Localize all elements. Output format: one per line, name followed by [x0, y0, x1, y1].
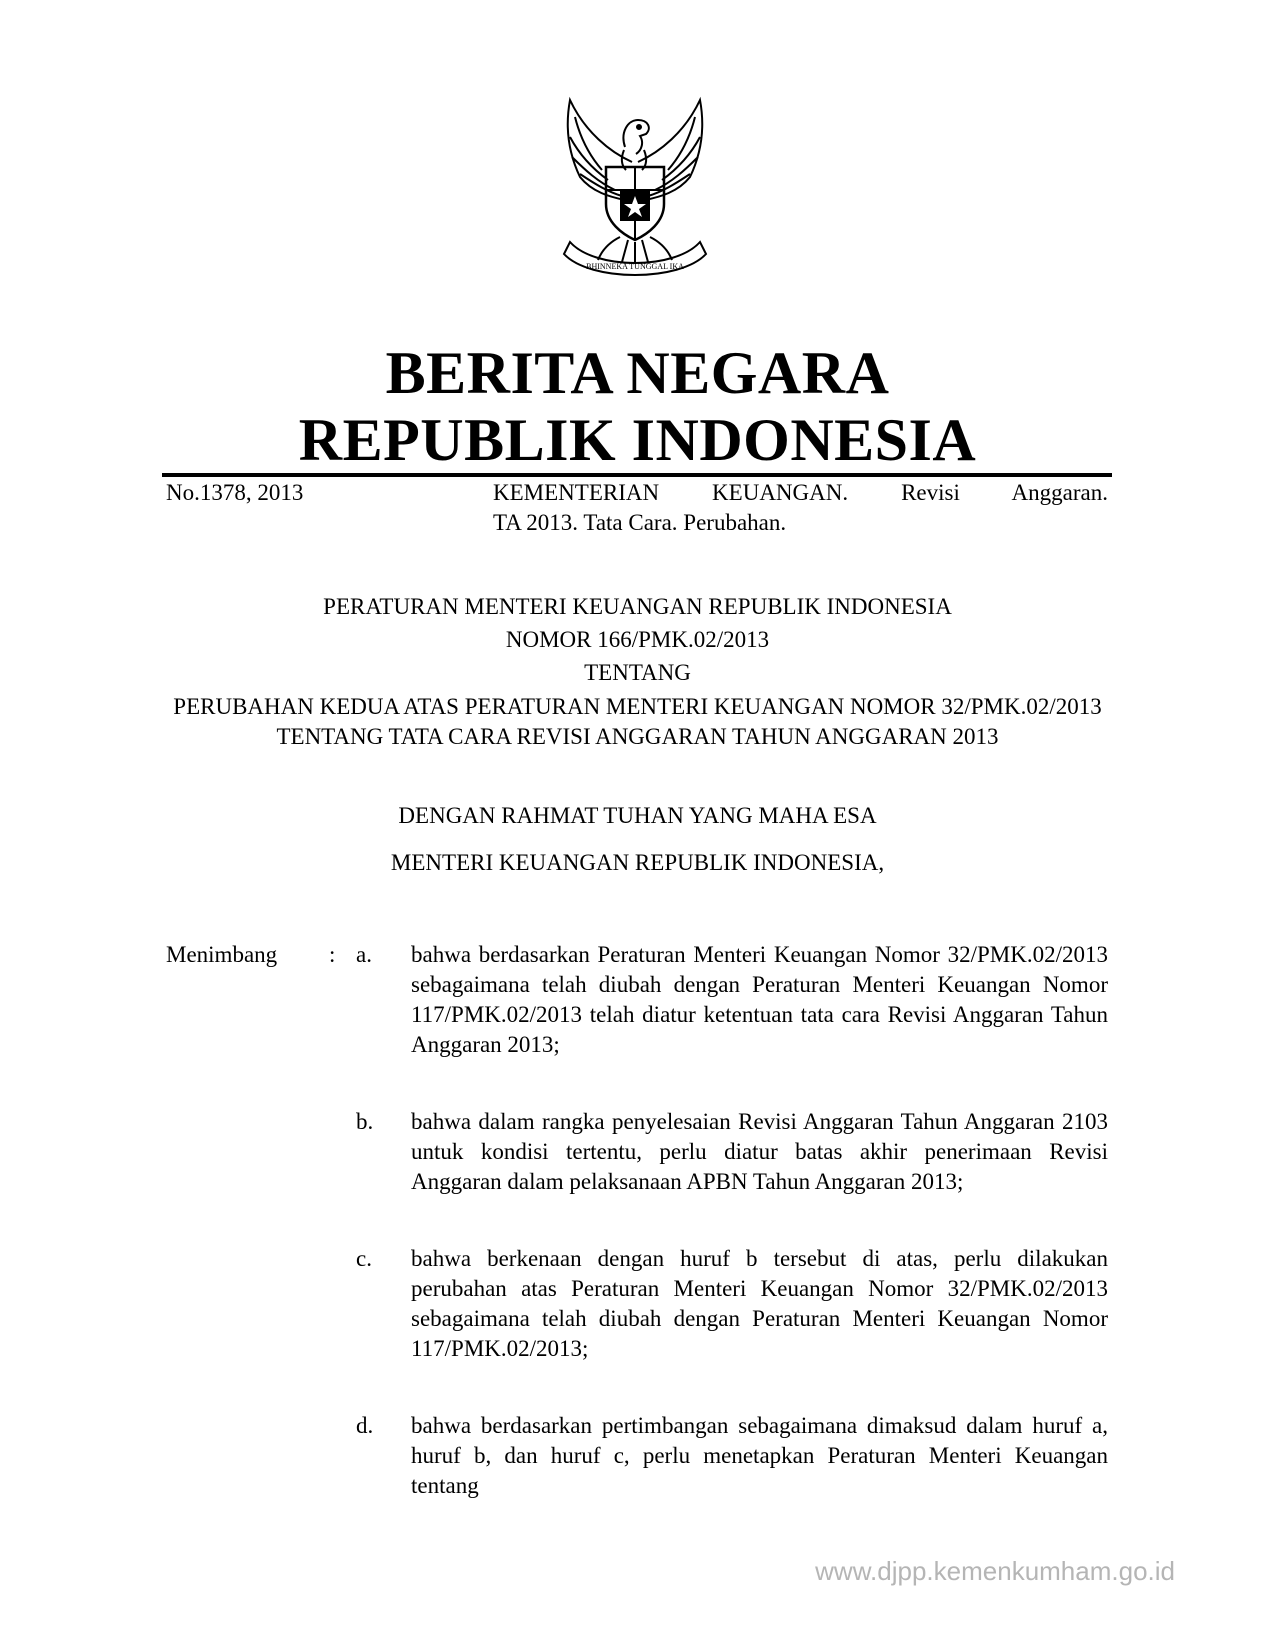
invocation: DENGAN RAHMAT TUHAN YANG MAHA ESA	[398, 803, 877, 828]
considering-item	[356, 1411, 1108, 1501]
garuda-emblem-icon	[540, 92, 730, 282]
considering-label: Menimbang	[166, 942, 278, 967]
item-letter: a.	[356, 942, 372, 967]
garuda-emblem	[540, 92, 730, 282]
gazette-title-line2: REPUBLIK INDONESIA	[298, 407, 977, 473]
regulation-number: NOMOR 166/PMK.02/2013	[505, 627, 770, 652]
considering-colon: :	[329, 942, 336, 967]
regulation-title: PERUBAHAN KEDUA ATAS PERATURAN MENTERI KEUANGAN NOMOR 32/PMK.02/2013 TENTANG TATA CARA REVISI ANGGARAN TAHUN ANGGARAN 2013	[173, 694, 1102, 749]
item-letter: c.	[356, 1246, 372, 1271]
item-letter: b.	[356, 1109, 374, 1134]
title-divider	[162, 473, 1112, 477]
minister-title: MENTERI KEUANGAN REPUBLIK INDONESIA,	[390, 850, 885, 875]
regulation-type: PERATURAN MENTERI KEUANGAN REPUBLIK INDONESIA	[323, 594, 952, 619]
gazette-subject-line1: KEMENTERIAN KEUANGAN. Revisi Anggaran.	[493, 480, 1108, 505]
gazette-number: No.1378, 2013	[166, 480, 304, 505]
item-text: bahwa berkenaan dengan huruf b tersebut di atas, perlu dilakukan perubahan atas Peraturan Menteri Keuangan Nomor 32/PMK.02/2013 sebagaimana telah diubah dengan Peraturan Menteri Keuangan Nomor 117/PMK.02/2013;	[411, 1246, 1108, 1361]
considering-item	[356, 1107, 1108, 1227]
regulation-about: TENTANG	[584, 660, 691, 685]
emblem-motto: BHINNEKA TUNGGAL IKA	[586, 262, 684, 271]
item-text: bahwa berdasarkan Peraturan Menteri Keuangan Nomor 32/PMK.02/2013 sebagaimana telah diubah dengan Peraturan Menteri Keuangan Nomor 117/PMK.02/2013 telah diatur ketentuan tata cara Revisi Anggaran Tahun Anggaran 2013;	[411, 942, 1108, 1057]
item-text: bahwa dalam rangka penyelesaian Revisi Anggaran Tahun Anggaran 2103 untuk kondisi tertentu, perlu diatur batas akhir penerimaan Revisi Anggaran dalam pelaksanaan APBN Tahun Anggaran 2013;	[411, 1109, 1108, 1194]
gazette-subject	[493, 478, 1108, 538]
item-text: bahwa berdasarkan pertimbangan sebagaimana dimaksud dalam huruf a, huruf b, dan huruf c, perlu menetapkan Peraturan Menteri Keuangan tentang	[411, 1413, 1108, 1498]
gazette-title-line1: BERITA NEGARA	[385, 340, 890, 406]
considering-item	[356, 1244, 1108, 1394]
item-letter: d.	[356, 1413, 374, 1438]
watermark-url: www.djpp.kemenkumham.go.id	[815, 1556, 1175, 1586]
gazette-subject-line2: TA 2013. Tata Cara. Perubahan.	[493, 510, 787, 535]
considering-item	[356, 940, 1108, 1090]
